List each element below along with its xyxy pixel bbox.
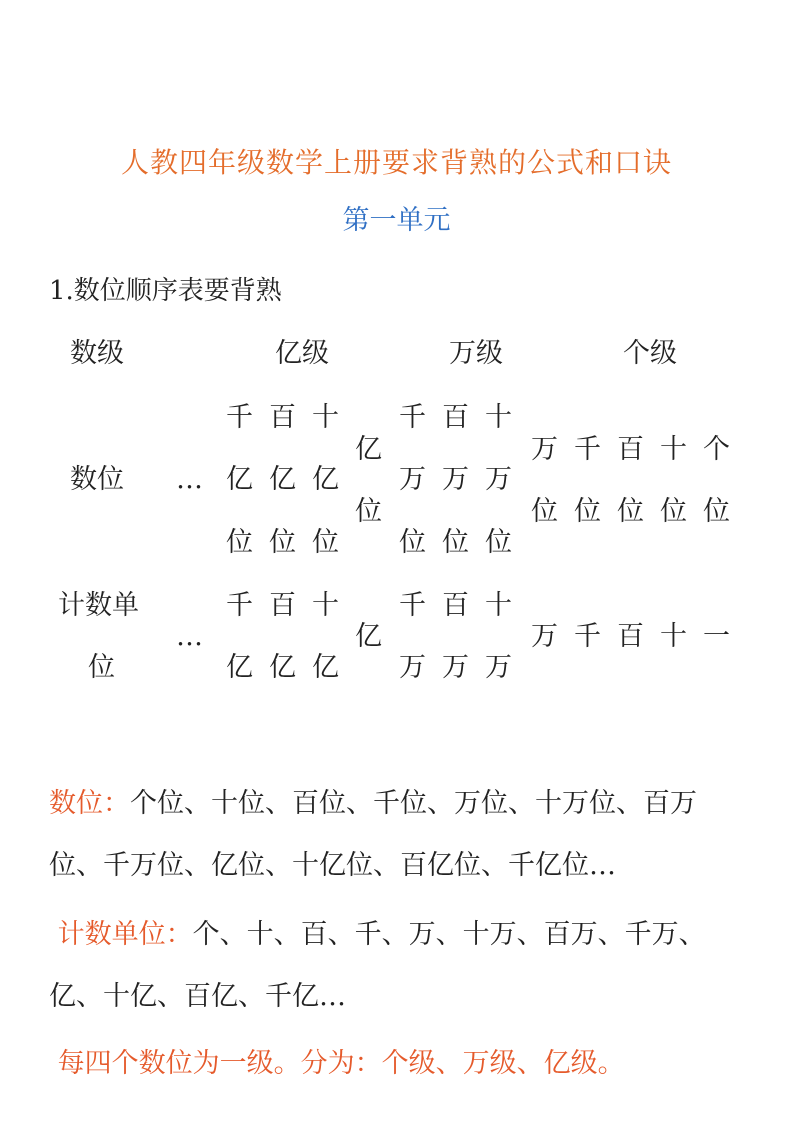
place-wan-c3-r2: 万 — [485, 464, 512, 495]
unit-wan-c2-r1: 百 — [442, 590, 469, 621]
unit-ge-c3: 百 — [617, 621, 644, 652]
page-title: 人教四年级数学上册要求背熟的公式和口诀 — [120, 146, 672, 179]
header-ge-level: 个级 — [623, 338, 677, 369]
para-place-label: 数位： — [49, 788, 130, 819]
place-wan-c2-r3: 位 — [442, 527, 469, 558]
place-yi-single-1: 亿 — [355, 434, 382, 465]
place-ge-c3-r2: 位 — [617, 496, 644, 527]
para-place-line2: 位、千万位、亿位、十亿位、百亿位、千亿位… — [49, 850, 616, 881]
unit-wan-c1-r1: 千 — [399, 590, 426, 621]
place-wan-c1-r1: 千 — [399, 402, 426, 433]
header-yi-level: 亿级 — [275, 338, 329, 369]
place-ge-c2-r1: 千 — [574, 434, 601, 465]
place-wan-c2-r2: 万 — [442, 464, 469, 495]
place-ge-c5-r2: 位 — [703, 496, 730, 527]
place-yi-c1-r2: 亿 — [226, 464, 253, 495]
place-yi-c3-r2: 亿 — [312, 464, 339, 495]
place-wan-c3-r3: 位 — [485, 527, 512, 558]
row-label-unit-2: 位 — [88, 652, 115, 683]
place-ge-c4-r2: 位 — [660, 496, 687, 527]
unit-yi-c3-r2: 亿 — [312, 652, 339, 683]
place-yi-single-2: 位 — [355, 496, 382, 527]
unit-heading: 第一单元 — [342, 205, 451, 236]
para-unit-line2: 亿、十亿、百亿、千亿… — [49, 981, 346, 1012]
unit-ge-c1: 万 — [531, 621, 558, 652]
place-ge-c1-r2: 位 — [531, 496, 558, 527]
place-wan-c1-r3: 位 — [399, 527, 426, 558]
para-unit-label: 计数单位： — [57, 919, 193, 950]
unit-wan-c2-r2: 万 — [442, 652, 469, 683]
place-ge-c5-r1: 个 — [703, 434, 730, 465]
para-place-line1: 个位、十位、百位、千位、万位、十万位、百万 — [130, 788, 697, 819]
unit-wan-c3-r2: 万 — [485, 652, 512, 683]
unit-ge-c2: 千 — [574, 621, 601, 652]
unit-yi-single: 亿 — [355, 621, 382, 652]
para-count-units — [49, 904, 749, 1028]
section-heading: 1.数位顺序表要背熟 — [49, 276, 282, 306]
place-wan-c1-r2: 万 — [399, 464, 426, 495]
place-yi-c2-r1: 百 — [269, 402, 296, 433]
unit-yi-c1-r2: 亿 — [226, 652, 253, 683]
unit-yi-c2-r2: 亿 — [269, 652, 296, 683]
unit-wan-c3-r1: 十 — [485, 590, 512, 621]
header-wan-level: 万级 — [449, 338, 503, 369]
place-wan-c2-r1: 百 — [442, 402, 469, 433]
place-yi-c1-r1: 千 — [226, 402, 253, 433]
row-unit-ellipsis: … — [176, 621, 203, 652]
place-ge-c1-r1: 万 — [531, 434, 558, 465]
para-levels-text: 每四个数位为一级。分为：个级、万级、亿级。 — [57, 1048, 625, 1079]
place-yi-c2-r3: 位 — [269, 527, 296, 558]
unit-yi-c2-r1: 百 — [269, 590, 296, 621]
place-ge-c4-r1: 十 — [660, 434, 687, 465]
place-yi-c1-r3: 位 — [226, 527, 253, 558]
para-levels — [49, 1033, 749, 1095]
place-yi-c3-r1: 十 — [312, 402, 339, 433]
unit-ge-c5: 一 — [703, 621, 730, 652]
place-ge-c2-r2: 位 — [574, 496, 601, 527]
place-yi-c3-r3: 位 — [312, 527, 339, 558]
place-ge-c3-r1: 百 — [617, 434, 644, 465]
unit-wan-c1-r2: 万 — [399, 652, 426, 683]
row-label-place: 数位 — [70, 464, 124, 495]
para-place-values — [49, 773, 749, 897]
unit-yi-c3-r1: 十 — [312, 590, 339, 621]
unit-yi-c1-r1: 千 — [226, 590, 253, 621]
row-place-ellipsis: … — [176, 464, 203, 495]
header-level: 数级 — [70, 338, 124, 369]
para-unit-line1: 个、十、百、千、万、十万、百万、千万、 — [192, 919, 706, 950]
place-yi-c2-r2: 亿 — [269, 464, 296, 495]
place-wan-c3-r1: 十 — [485, 402, 512, 433]
unit-ge-c4: 十 — [660, 621, 687, 652]
row-label-unit-1: 计数单 — [58, 590, 139, 621]
